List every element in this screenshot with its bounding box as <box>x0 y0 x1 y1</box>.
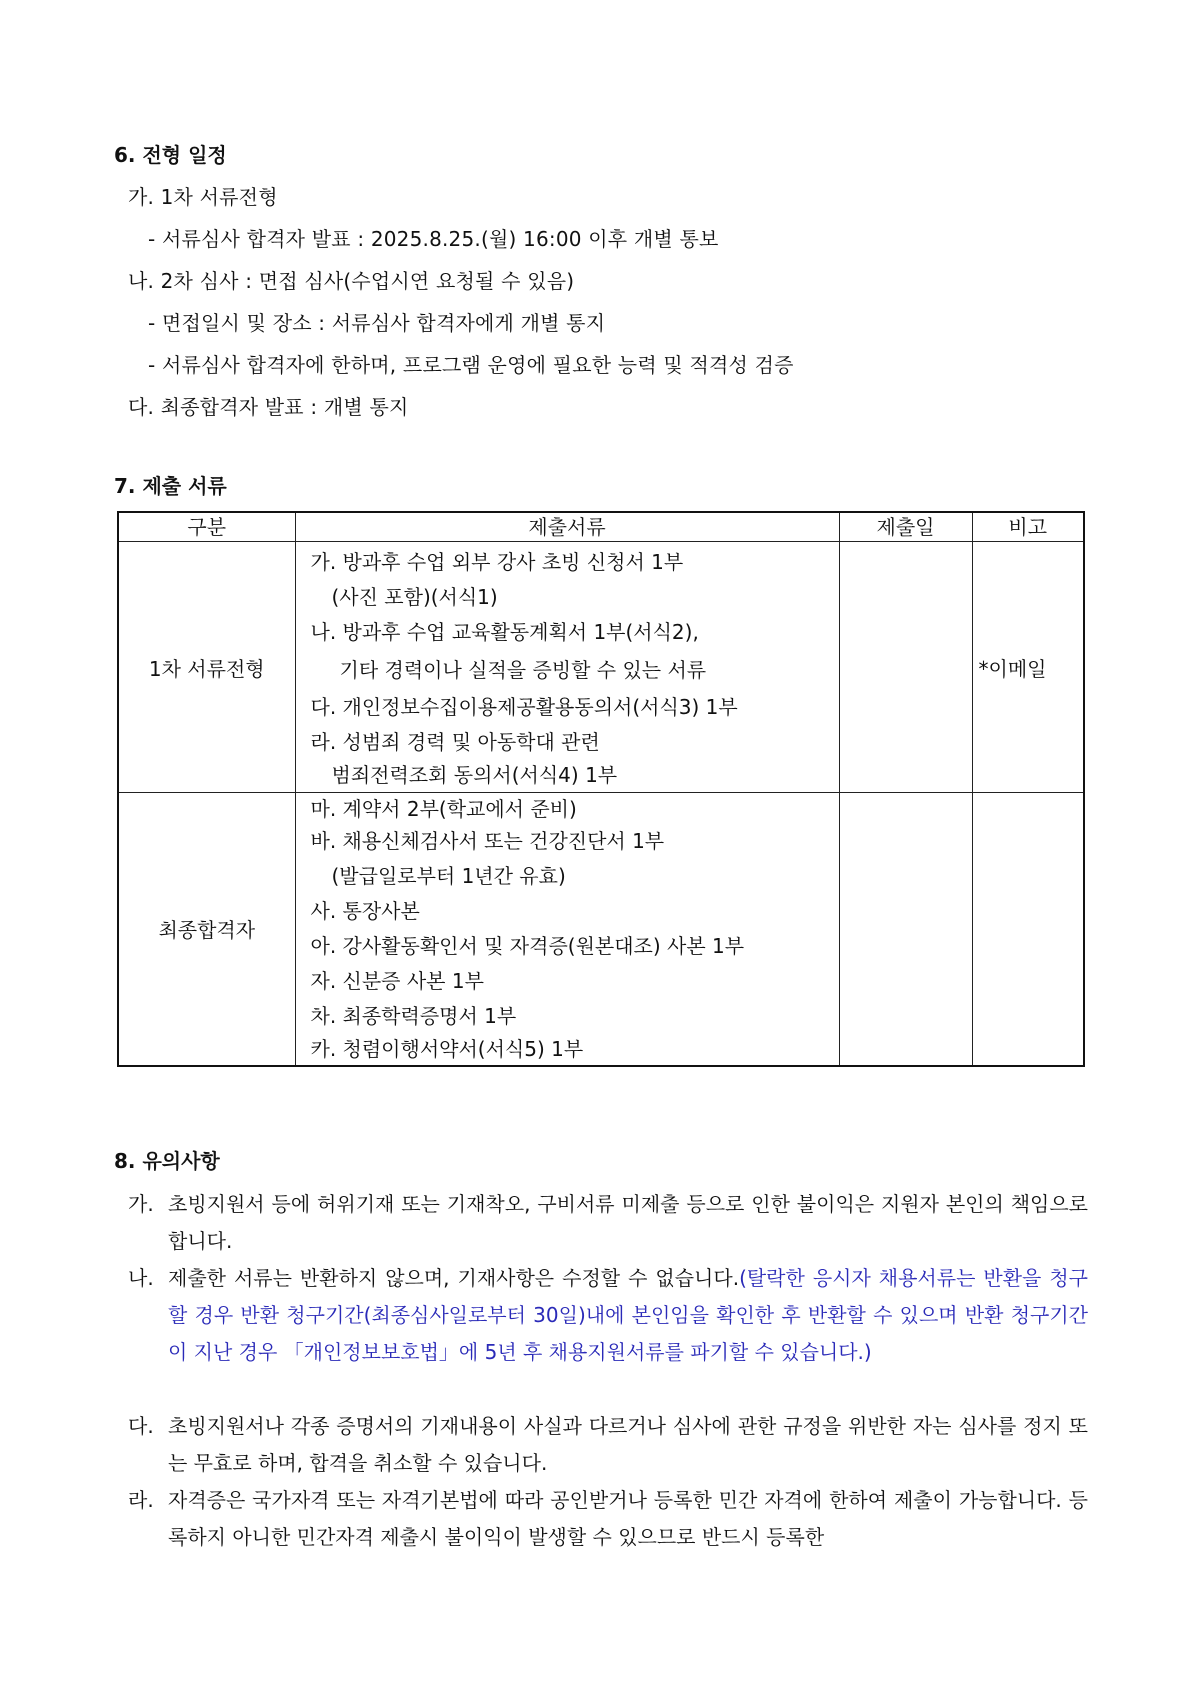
document-line: 나. 방과후 수업 교육활동계획서 1부(서식2), <box>310 619 699 644</box>
caution-item <box>128 1408 1088 1482</box>
row-note <box>972 793 1084 1066</box>
row-submit-date <box>839 793 972 1066</box>
document-line: 범죄전력조회 동의서(서식4) 1부 <box>331 762 618 787</box>
table-row <box>118 542 1084 793</box>
caution-item <box>128 1482 1088 1556</box>
caution-label: 다. <box>128 1414 154 1438</box>
document-line: 자. 신분증 사본 1부 <box>310 968 484 993</box>
caution-label: 가. <box>128 1192 154 1216</box>
document-line: 아. 강사활동확인서 및 자격증(원본대조) 사본 1부 <box>310 933 745 958</box>
document-line: 가. 방과후 수업 외부 강사 초빙 신청서 1부 <box>310 549 684 574</box>
caution-label: 나. <box>128 1266 154 1290</box>
document-line: 차. 최종학력증명서 1부 <box>310 1003 517 1028</box>
table-header-row <box>118 512 1084 542</box>
section6-item: - 서류심사 합격자에 한하며, 프로그램 운영에 필요한 능력 및 적격성 검증 <box>148 353 794 377</box>
document-line: 마. 계약서 2부(학교에서 준비) <box>310 796 577 821</box>
document-line: (발급일로부터 1년간 유효) <box>331 863 566 888</box>
section6-item: 가. 1차 서류전형 <box>128 185 278 209</box>
section6-item: 나. 2차 심사 : 면접 심사(수업시연 요청될 수 있음) <box>128 269 575 293</box>
header-documents: 제출서류 <box>295 512 839 542</box>
caution-text: 제출한 서류는 반환하지 않으며, 기재사항은 수정할 수 없습니다. <box>168 1266 740 1290</box>
section6-item: - 면접일시 및 장소 : 서류심사 합격자에게 개별 통지 <box>148 311 606 335</box>
caution-highlight-text: (탈락한 응시자 채용서류는 반환을 청구할 경우 반환 청구기간(최종심사일로부터 30일)내에 본인임을 확인한 후 반환할 수 있으며 반환 청구기간이 지난 경우 「개인정보보호법」에 5년 후 채용지원서류를 파기할 수 있습니다.) <box>168 1266 1088 1364</box>
header-note: 비고 <box>972 512 1084 542</box>
section6-item: 다. 최종합격자 발표 : 개별 통지 <box>128 395 409 419</box>
row-note: *이메일 <box>972 542 1084 793</box>
caution-item <box>128 1186 1088 1260</box>
document-line: 사. 통장사본 <box>310 898 420 923</box>
header-submit-date: 제출일 <box>839 512 972 542</box>
document-line: 다. 개인정보수집이용제공활용동의서(서식3) 1부 <box>310 694 738 719</box>
header-category: 구분 <box>118 512 295 542</box>
document-line: 카. 청렴이행서약서(서식5) 1부 <box>310 1036 584 1061</box>
caution-text: 초빙지원서나 각종 증명서의 기재내용이 사실과 다르거나 심사에 관한 규정을 위반한 자는 심사를 정지 또는 무효로 하며, 합격을 취소할 수 있습니다. <box>168 1414 1088 1475</box>
caution-text: 자격증은 국가자격 또는 자격기본법에 따라 공인받거나 등록한 민간 자격에 한하여 제출이 가능합니다. 등록하지 아니한 민간자격 제출시 불이익이 발생할 수 있으므로 반드시 등록한 <box>168 1488 1088 1549</box>
row-documents <box>295 793 839 1066</box>
document-line: (사진 포함)(서식1) <box>331 584 498 609</box>
row-category: 1차 서류전형 <box>118 542 295 793</box>
section6-item: - 서류심사 합격자 발표 : 2025.8.25.(월) 16:00 이후 개별 통보 <box>148 227 719 251</box>
caution-text: 초빙지원서 등에 허위기재 또는 기재착오, 구비서류 미제출 등으로 인한 불이익은 지원자 본인의 책임으로 합니다. <box>168 1192 1088 1253</box>
caution-text-group <box>168 1260 1088 1371</box>
section6-title: 6. 전형 일정 <box>114 143 227 167</box>
document-line: 라. 성범죄 경력 및 아동학대 관련 <box>310 729 600 754</box>
row-submit-date <box>839 542 972 793</box>
row-documents <box>295 542 839 793</box>
caution-label: 라. <box>128 1488 154 1512</box>
submission-documents-table <box>117 511 1085 1067</box>
row-category: 최종합격자 <box>118 793 295 1066</box>
table-row <box>118 793 1084 1066</box>
caution-item <box>128 1260 1088 1371</box>
document-line: 바. 채용신체검사서 또는 건강진단서 1부 <box>310 828 665 853</box>
section8-title: 8. 유의사항 <box>114 1149 220 1173</box>
section7-title: 7. 제출 서류 <box>114 474 227 498</box>
document-line: 기타 경력이나 실적을 증빙할 수 있는 서류 <box>339 657 707 682</box>
